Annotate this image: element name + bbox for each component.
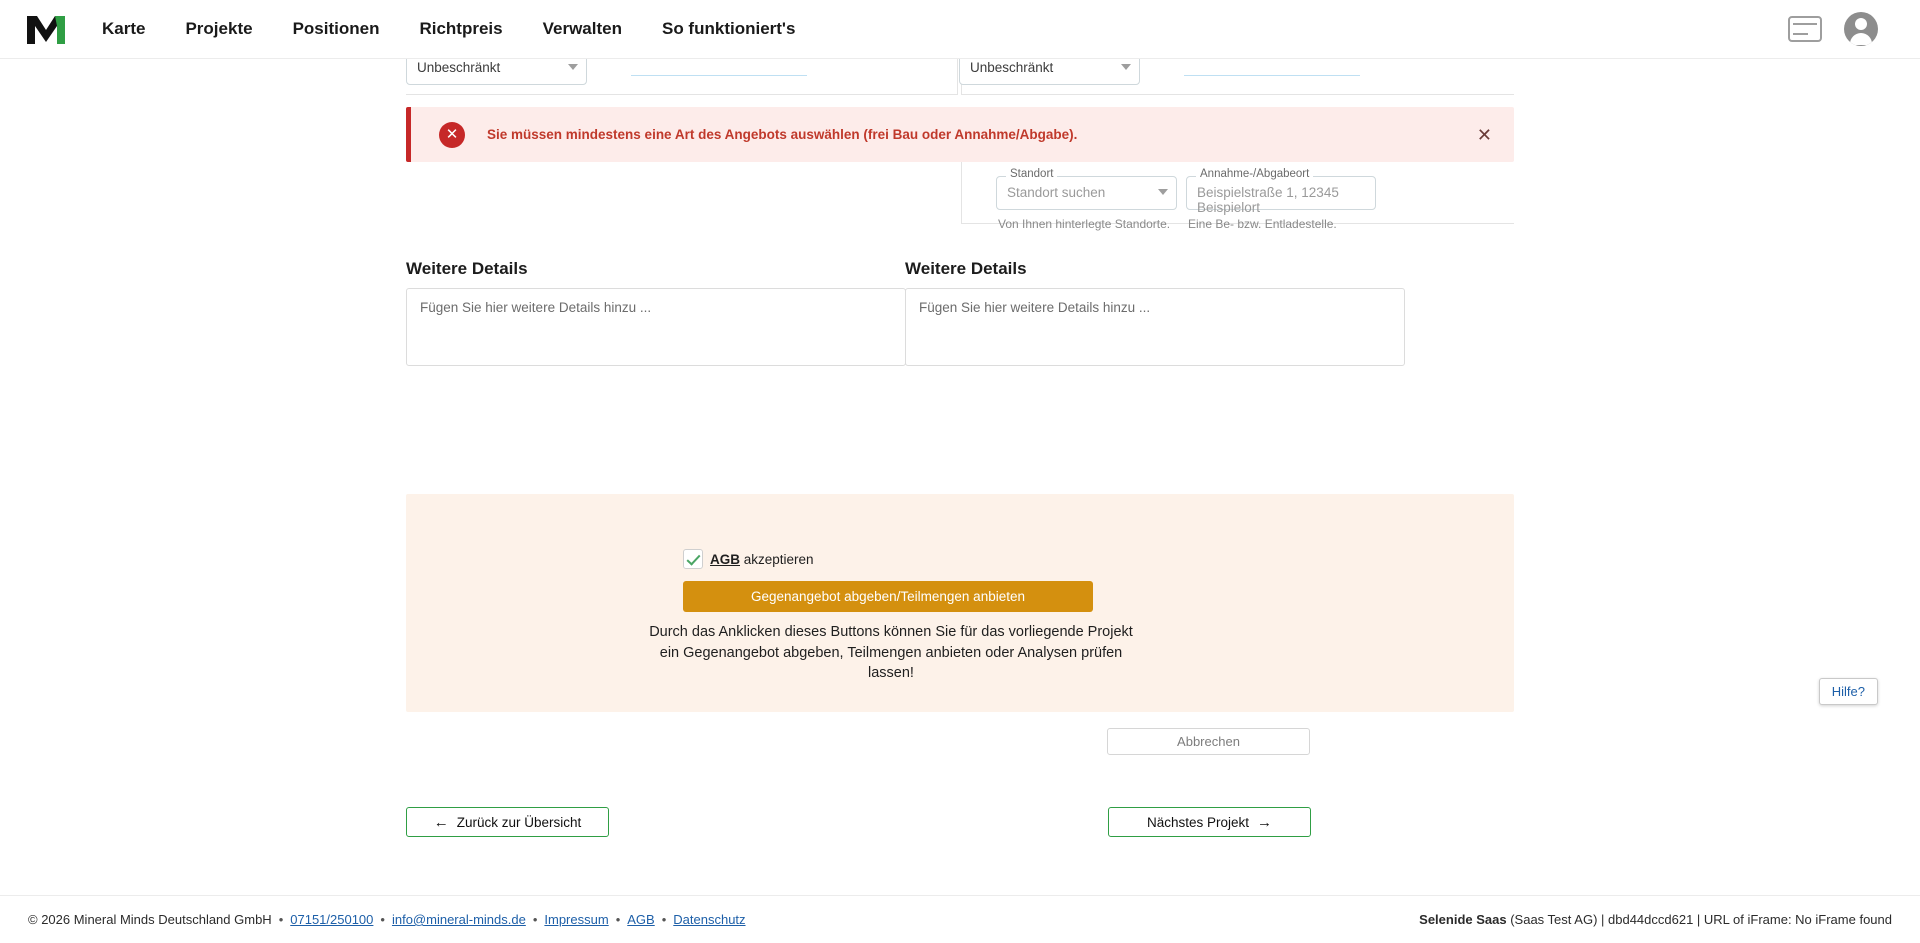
chevron-down-icon: [1158, 189, 1168, 195]
left-field-underline: [631, 75, 807, 76]
error-circle-icon: ✕: [439, 122, 465, 148]
arrow-left-icon: ←: [433, 813, 449, 831]
top-navbar: [0, 0, 1920, 59]
footer-sep-2: •: [380, 912, 385, 927]
abgabeort-label: Annahme-/Abgabeort: [1196, 168, 1313, 180]
submit-offer-button[interactable]: Gegenangebot abgeben/Teilmengen anbieten: [683, 581, 1093, 612]
footer-sep-5: •: [661, 912, 667, 927]
footer-status-details: (Saas Test AG) | dbd44dccd621 | URL of iFrame: No iFrame found: [1506, 912, 1892, 927]
standort-helper-text: Von Ihnen hinterlegte Standorte.: [998, 217, 1171, 231]
agb-label-text: akzeptieren: [740, 551, 814, 567]
nav-right-group: [1788, 12, 1896, 46]
footer-status-tenant: Selenide Saas: [1419, 912, 1507, 927]
cancel-button[interactable]: Abbrechen: [1107, 728, 1310, 755]
footer-datenschutz-link[interactable]: Datenschutz: [673, 912, 746, 927]
nav-link-verwalten[interactable]: Verwalten: [542, 19, 622, 38]
standort-label: Standort: [1006, 168, 1057, 180]
nav-link-positionen[interactable]: Positionen: [292, 19, 380, 38]
footer-status: [1419, 912, 1892, 927]
error-alert: [406, 107, 1514, 162]
back-to-overview-button[interactable]: [406, 807, 609, 837]
footer-sep-3: •: [532, 912, 538, 927]
abgabeort-helper-text: Eine Be- bzw. Entladestelle.: [1188, 217, 1337, 231]
chevron-down-icon: [1121, 64, 1131, 70]
next-project-label: Nächstes Projekt: [1146, 814, 1250, 830]
beschraenktheit-value-right: Unbeschränkt: [970, 60, 1054, 75]
next-project-button[interactable]: [1108, 807, 1311, 837]
nav-link-so-funktionierts[interactable]: So funktioniert's: [661, 19, 796, 38]
footer-impressum-link[interactable]: Impressum: [544, 912, 609, 927]
form-content: [406, 59, 1514, 831]
nav-link-karte[interactable]: Karte: [102, 19, 146, 38]
details-placeholder-left: Fügen Sie hier weitere Details hinzu ...: [420, 300, 652, 315]
agb-row[interactable]: [683, 549, 814, 569]
details-textarea-right[interactable]: [905, 288, 1405, 366]
submit-panel: [406, 494, 1514, 712]
footer-email-link[interactable]: info@mineral-minds.de: [391, 912, 526, 927]
arrow-right-icon: →: [1257, 813, 1273, 831]
footer-bar: [0, 895, 1920, 943]
beschraenktheit-value-left: Unbeschränkt: [417, 60, 501, 75]
error-alert-message: Sie müssen mindestens eine Art des Angebots auswählen (frei Bau oder Annahme/Abgabe).: [487, 127, 1078, 142]
close-icon[interactable]: ✕: [1476, 124, 1492, 145]
back-to-overview-label: Zurück zur Übersicht: [456, 814, 582, 830]
footer-sep-4: •: [615, 912, 621, 927]
avatar[interactable]: [1844, 12, 1878, 46]
details-title-left: Weitere Details: [406, 259, 528, 278]
mineral-minds-logo[interactable]: [24, 11, 68, 47]
footer-phone-link[interactable]: 07151/250100: [290, 912, 374, 927]
agb-checkbox[interactable]: [683, 549, 703, 569]
standort-placeholder: Standort suchen: [1007, 185, 1106, 200]
beschraenktheit-row: [406, 59, 1514, 95]
nav-link-projekte[interactable]: Projekte: [185, 19, 253, 38]
details-placeholder-right: Fügen Sie hier weitere Details hinzu ...: [919, 300, 1151, 315]
logo-mark: [25, 12, 67, 46]
agb-link[interactable]: AGB: [710, 551, 740, 567]
right-field-underline: [1184, 75, 1360, 76]
card-icon[interactable]: [1788, 16, 1822, 42]
footer-sep-1: •: [278, 912, 284, 927]
footer-agb-link[interactable]: AGB: [627, 912, 655, 927]
submit-note: Durch das Anklicken dieses Buttons können Sie für das vorliegende Projekt ein Gegenangebot abgeben, Teilmengen anbieten oder Analysen prüfen lassen!: [649, 624, 1133, 682]
abgabeort-placeholder: Beispielstraße 1, 12345 Beispielort: [1197, 185, 1339, 215]
agb-label: [710, 552, 814, 567]
details-title-right: Weitere Details: [905, 259, 1027, 278]
chevron-down-icon: [568, 64, 578, 70]
nav-links: [96, 13, 815, 45]
page-scroll-area: [0, 59, 1920, 895]
help-button[interactable]: Hilfe?: [1819, 678, 1878, 705]
nav-link-richtpreis[interactable]: Richtpreis: [419, 19, 503, 38]
footer-copyright: © 2026 Mineral Minds Deutschland GmbH: [28, 912, 272, 927]
details-textarea-left[interactable]: [406, 288, 906, 366]
standort-select[interactable]: [996, 168, 1177, 210]
abgabeort-input[interactable]: [1186, 168, 1376, 215]
